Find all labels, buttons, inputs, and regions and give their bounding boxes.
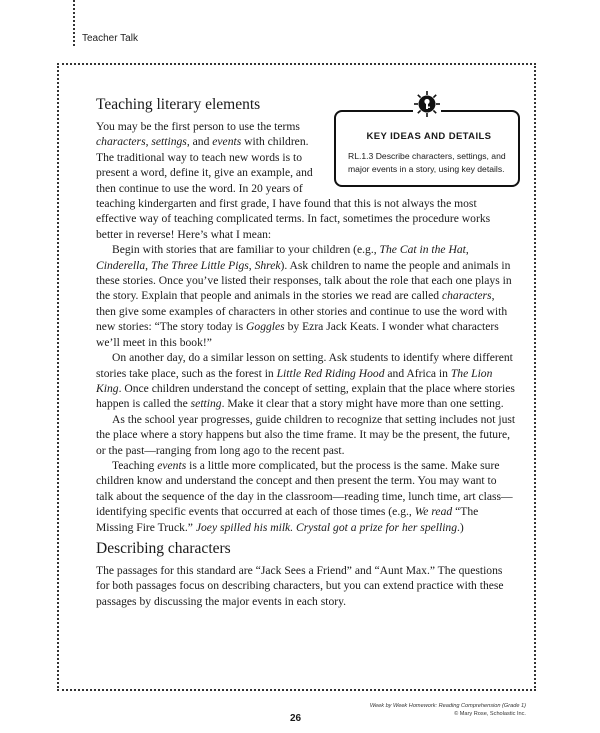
key-ideas-title: KEY IDEAS AND DETAILS (366, 131, 492, 142)
main-content (96, 96, 516, 609)
italic-text: events (157, 458, 187, 472)
header-rule (73, 0, 75, 46)
key-ideas-box (334, 99, 520, 187)
italic-text: events (212, 135, 242, 149)
italic-text: We read (414, 505, 453, 519)
paragraph: As the school year progresses, guide children to recognize that setting includes not just the place where a story happens but also the time frame. It may be the present, the future, or the past—ranging from long ago to the recent past. (96, 412, 516, 457)
paragraph: Begin with stories that are familiar to your children (e.g., The Cat in the Hat, Cinderella, The Three Little Pigs, Shrek). Ask children to name the people and animals in these stories. Once you’ve listed their responses, talk about the role that each one plays in the story. Explain that people and animals in the stories we read are called characters, then give some examples of characters in other stories and continue to use the word with new stories: “The story today is Goggles by Ezra Jack Keats. I wonder what characters we’ll meet in this book!” (96, 243, 512, 349)
standard-text: RL.1.3 Describe characters, settings, and major events in a story, using key details. (348, 151, 506, 174)
italic-text: Shrek (254, 258, 281, 272)
key-icon (413, 90, 441, 118)
italic-text: Joey spilled his milk. Crystal got a prize for her spelling (195, 520, 458, 534)
paragraph: Teaching events is a little more complicated, but the process is the same. Make sure children know and understand the concept and then present the term. You may want to talk about the sequence of the day in the classroom—reading time, lunch time, art class—identifying specific events that occurred at each of those times (e.g., We read “The Missing Fire Truck.” Joey spilled his milk. Crystal got a prize for her spelling.) (96, 458, 513, 534)
book-title: Week by Week Homework: Reading Comprehension (Grade 1) (369, 703, 526, 709)
paragraph: On another day, do a similar lesson on setting. Ask students to identify where different stories take place, such as the forest in Little Red Riding Hood and Africa in The Lion King. Once children understand the concept of setting, explain that the place where stories happen is called the setting. Make it clear that a story might have more than one setting. (96, 351, 515, 411)
heading-describing-characters: Describing characters (96, 539, 231, 557)
paragraph: The passages for this standard are “Jack Sees a Friend” and “Aunt Max.” The questions for both passages focus on describing characters, but you can extend practice with these passages by discussing the major events in each story. (96, 563, 504, 608)
footer-credit (370, 703, 526, 718)
italic-text: Goggles (246, 320, 285, 334)
italic-text: characters (441, 289, 492, 303)
section-label: Teacher Talk (82, 33, 138, 44)
italic-text: setting (190, 397, 222, 411)
italic-text: The Lion King (96, 366, 493, 395)
italic-text: characters (96, 135, 146, 149)
italic-text: Cinderella (96, 258, 146, 272)
page-number: 26 (290, 713, 302, 724)
italic-text: The Cat in the Hat (379, 243, 466, 257)
italic-text: settings (151, 135, 187, 149)
copyright: © Mary Rose, Scholastic Inc. (454, 710, 526, 717)
italic-text: Little Red Riding Hood (276, 366, 385, 380)
italic-text: The Three Little Pigs (150, 258, 249, 272)
heading-teaching-literary-elements: Teaching literary elements (96, 96, 261, 113)
paragraph: You may be the first person to use the terms characters, settings, and events with children. The traditional way to teach new words is to present a word, define it, give an example, and then continue to use the word. In 20 years of teaching kindergarten and first grade, I have found that this is not always the most effective way of teaching complicated terms. In fact, sometimes the procedure works better in reverse! Here’s what I mean: (96, 120, 491, 241)
